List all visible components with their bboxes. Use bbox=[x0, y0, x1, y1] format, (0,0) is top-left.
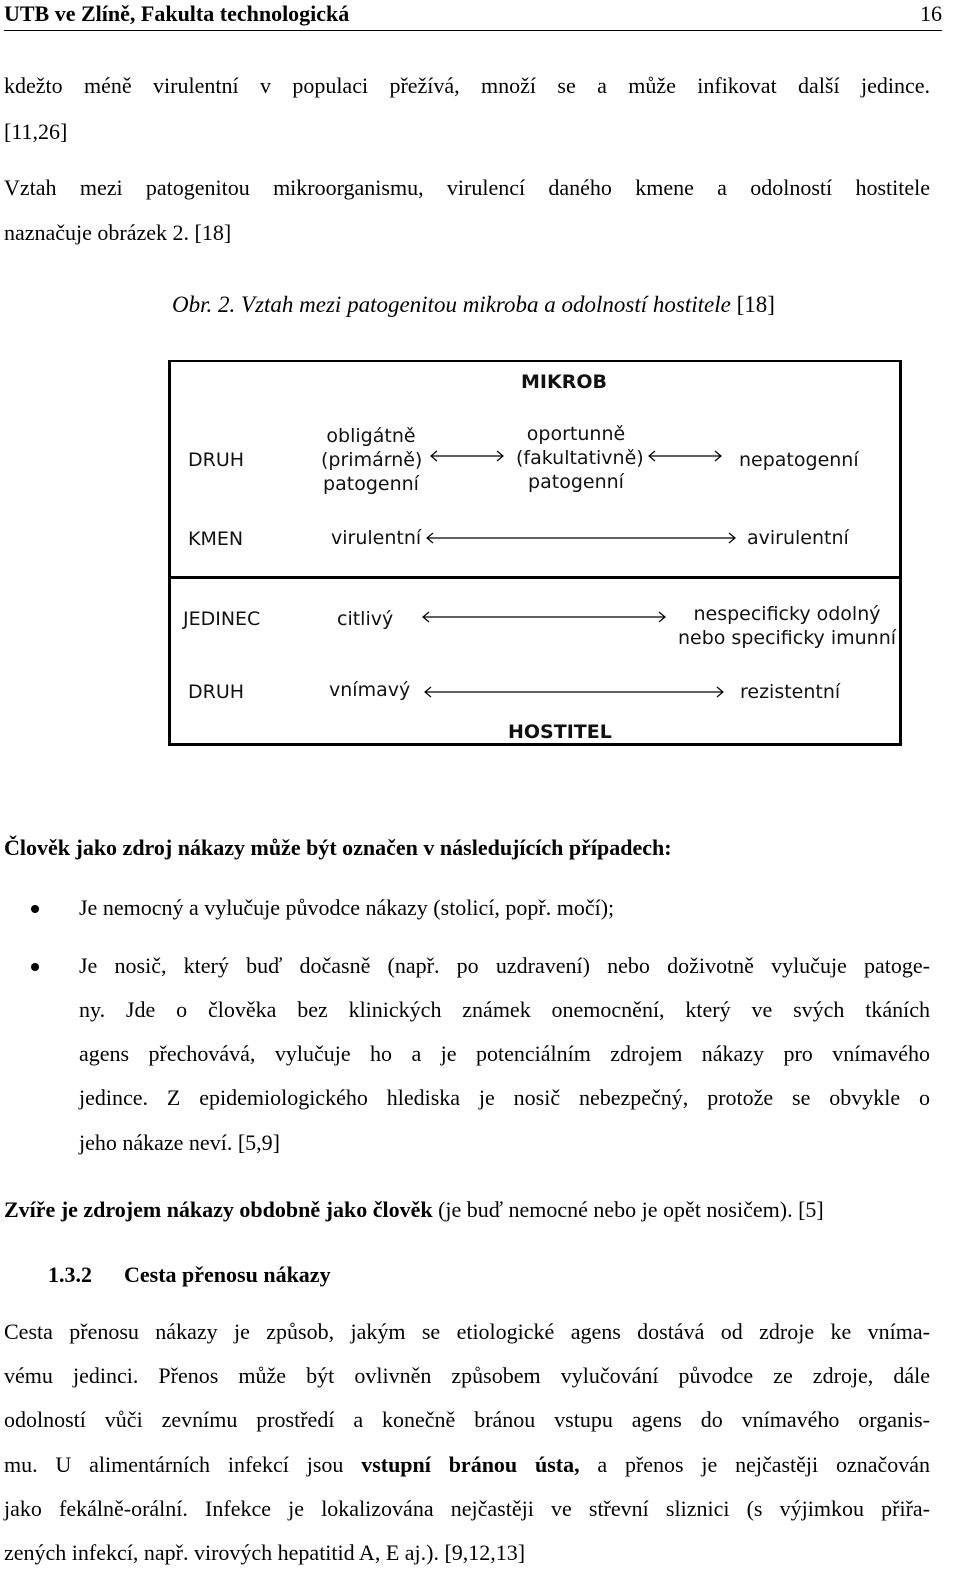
double-arrow-icon bbox=[423, 686, 725, 698]
paragraph-line: odolností vůči zevnímu prostředí a konečně bránou vstupu agens do vnímavého organis- bbox=[4, 1407, 930, 1432]
section-heading: Člověk jako zdroj nákazy může být označen v následujících případech: bbox=[4, 835, 672, 860]
avirulent: avirulentní bbox=[747, 527, 849, 549]
pathogenicity-diagram bbox=[168, 360, 902, 746]
immune-line: nebo specificky imunní bbox=[677, 627, 897, 649]
double-arrow-icon bbox=[647, 450, 723, 462]
microbe-heading: MIKROB bbox=[521, 371, 607, 393]
nonpathogenic: nepatogenní bbox=[739, 449, 859, 471]
paragraph-line: kdežto méně virulentní v populaci přežívá, množí se a může infikovat další jedince. bbox=[4, 73, 930, 98]
animal-bold: Zvíře je zdrojem nákazy obdobně jako člověk bbox=[4, 1197, 433, 1222]
host-heading: HOSTITEL bbox=[508, 721, 612, 743]
subsection-number: 1.3.2 bbox=[48, 1262, 92, 1287]
row-label-druh-host: DRUH bbox=[188, 681, 245, 703]
resistant-immune bbox=[675, 602, 899, 650]
caption-label: Obr. 2. bbox=[172, 292, 236, 317]
paragraph-line: jako fekálně-orální. Infekce je lokalizována nejčastěji ve střevní sliznici (s výjimkou přiřa- bbox=[4, 1496, 930, 1521]
obligate-pathogenic bbox=[321, 424, 421, 496]
row-label-druh: DRUH bbox=[188, 449, 245, 471]
bullet-item: Je nemocný a vylučuje původce nákazy (stolicí, popř. močí); bbox=[79, 895, 615, 920]
bullet-icon bbox=[31, 905, 39, 913]
double-arrow-icon bbox=[429, 450, 505, 462]
bullet-line: ny. Jde o člověka bez klinických známek onemocnění, který ve svých tkáních bbox=[79, 997, 930, 1022]
paragraph-line: zených infekcí, např. virových hepatitid A, E aj.). [9,12,13] bbox=[4, 1540, 526, 1565]
bullet-line: agens přechovává, vylučuje ho a je potenciálním zdrojem nákazy pro vnímavého bbox=[79, 1041, 930, 1066]
bullet-line: Je nosič, který buď dočasně (např. po uzdravení) nebo doživotně vylučuje patoge- bbox=[79, 953, 930, 978]
caption-text: Vztah mezi patogenitou mikroba a odolností hostitele bbox=[241, 292, 731, 317]
opportunistic-line: oportunně bbox=[526, 423, 626, 445]
paragraph-line: Cesta přenosu nákazy je způsob, jakým se etiologické agens dostává od zdroje ke vníma- bbox=[4, 1319, 930, 1344]
header-title: UTB ve Zlíně, Fakulta technologická bbox=[4, 1, 350, 26]
opportunistic-line: (fakultativně) bbox=[516, 447, 644, 469]
caption-ref: [18] bbox=[736, 292, 775, 317]
line-bold: vstupní bránou ústa, bbox=[361, 1452, 580, 1477]
paragraph-line: vému jedinci. Přenos může být ovlivněn způsobem vylučování původce ze zdroje, dále bbox=[4, 1363, 930, 1388]
page-number: 16 bbox=[920, 1, 942, 26]
bullet-icon bbox=[31, 963, 39, 971]
figure-caption bbox=[172, 292, 775, 318]
row-label-kmen: KMEN bbox=[188, 528, 244, 550]
row-label-jedinec: JEDINEC bbox=[183, 608, 261, 630]
virulent: virulentní bbox=[331, 527, 422, 549]
obligate-line: (primárně) bbox=[321, 449, 423, 471]
obligate-line: obligátně bbox=[326, 425, 416, 447]
animal-paragraph bbox=[4, 1197, 824, 1223]
obligate-line: patogenní bbox=[323, 473, 419, 495]
double-arrow-icon bbox=[425, 532, 737, 544]
paragraph-line: [11,26] bbox=[4, 119, 68, 144]
figure-divider bbox=[171, 576, 899, 579]
paragraph-line: naznačuje obrázek 2. [18] bbox=[4, 220, 232, 245]
bullet-line: jedince. Z epidemiologického hlediska je nosič nebezpečný, protože se obvykle o bbox=[79, 1085, 930, 1110]
subsection-title: Cesta přenosu nákazy bbox=[124, 1262, 331, 1287]
opportunistic-pathogenic bbox=[516, 422, 644, 494]
page-header bbox=[4, 0, 942, 31]
double-arrow-icon bbox=[421, 611, 667, 623]
bullet-line: jeho nákaze neví. [5,9] bbox=[79, 1130, 280, 1155]
line-part: a přenos je nejčastěji označován bbox=[579, 1452, 930, 1477]
paragraph-line: Vztah mezi patogenitou mikroorganismu, virulencí daného kmene a odolností hostitele bbox=[4, 175, 930, 200]
paragraph-line bbox=[4, 1452, 930, 1478]
receptive: vnímavý bbox=[329, 679, 411, 701]
line-part: mu. U alimentárních infekcí jsou bbox=[4, 1452, 362, 1477]
animal-rest: (je buď nemocné nebo je opět nosičem). [5] bbox=[432, 1197, 824, 1222]
resistant: rezistentní bbox=[740, 681, 841, 703]
immune-line: nespecificky odolný bbox=[693, 603, 881, 625]
susceptible-individual: citlivý bbox=[337, 608, 394, 630]
opportunistic-line: patogenní bbox=[528, 471, 624, 493]
